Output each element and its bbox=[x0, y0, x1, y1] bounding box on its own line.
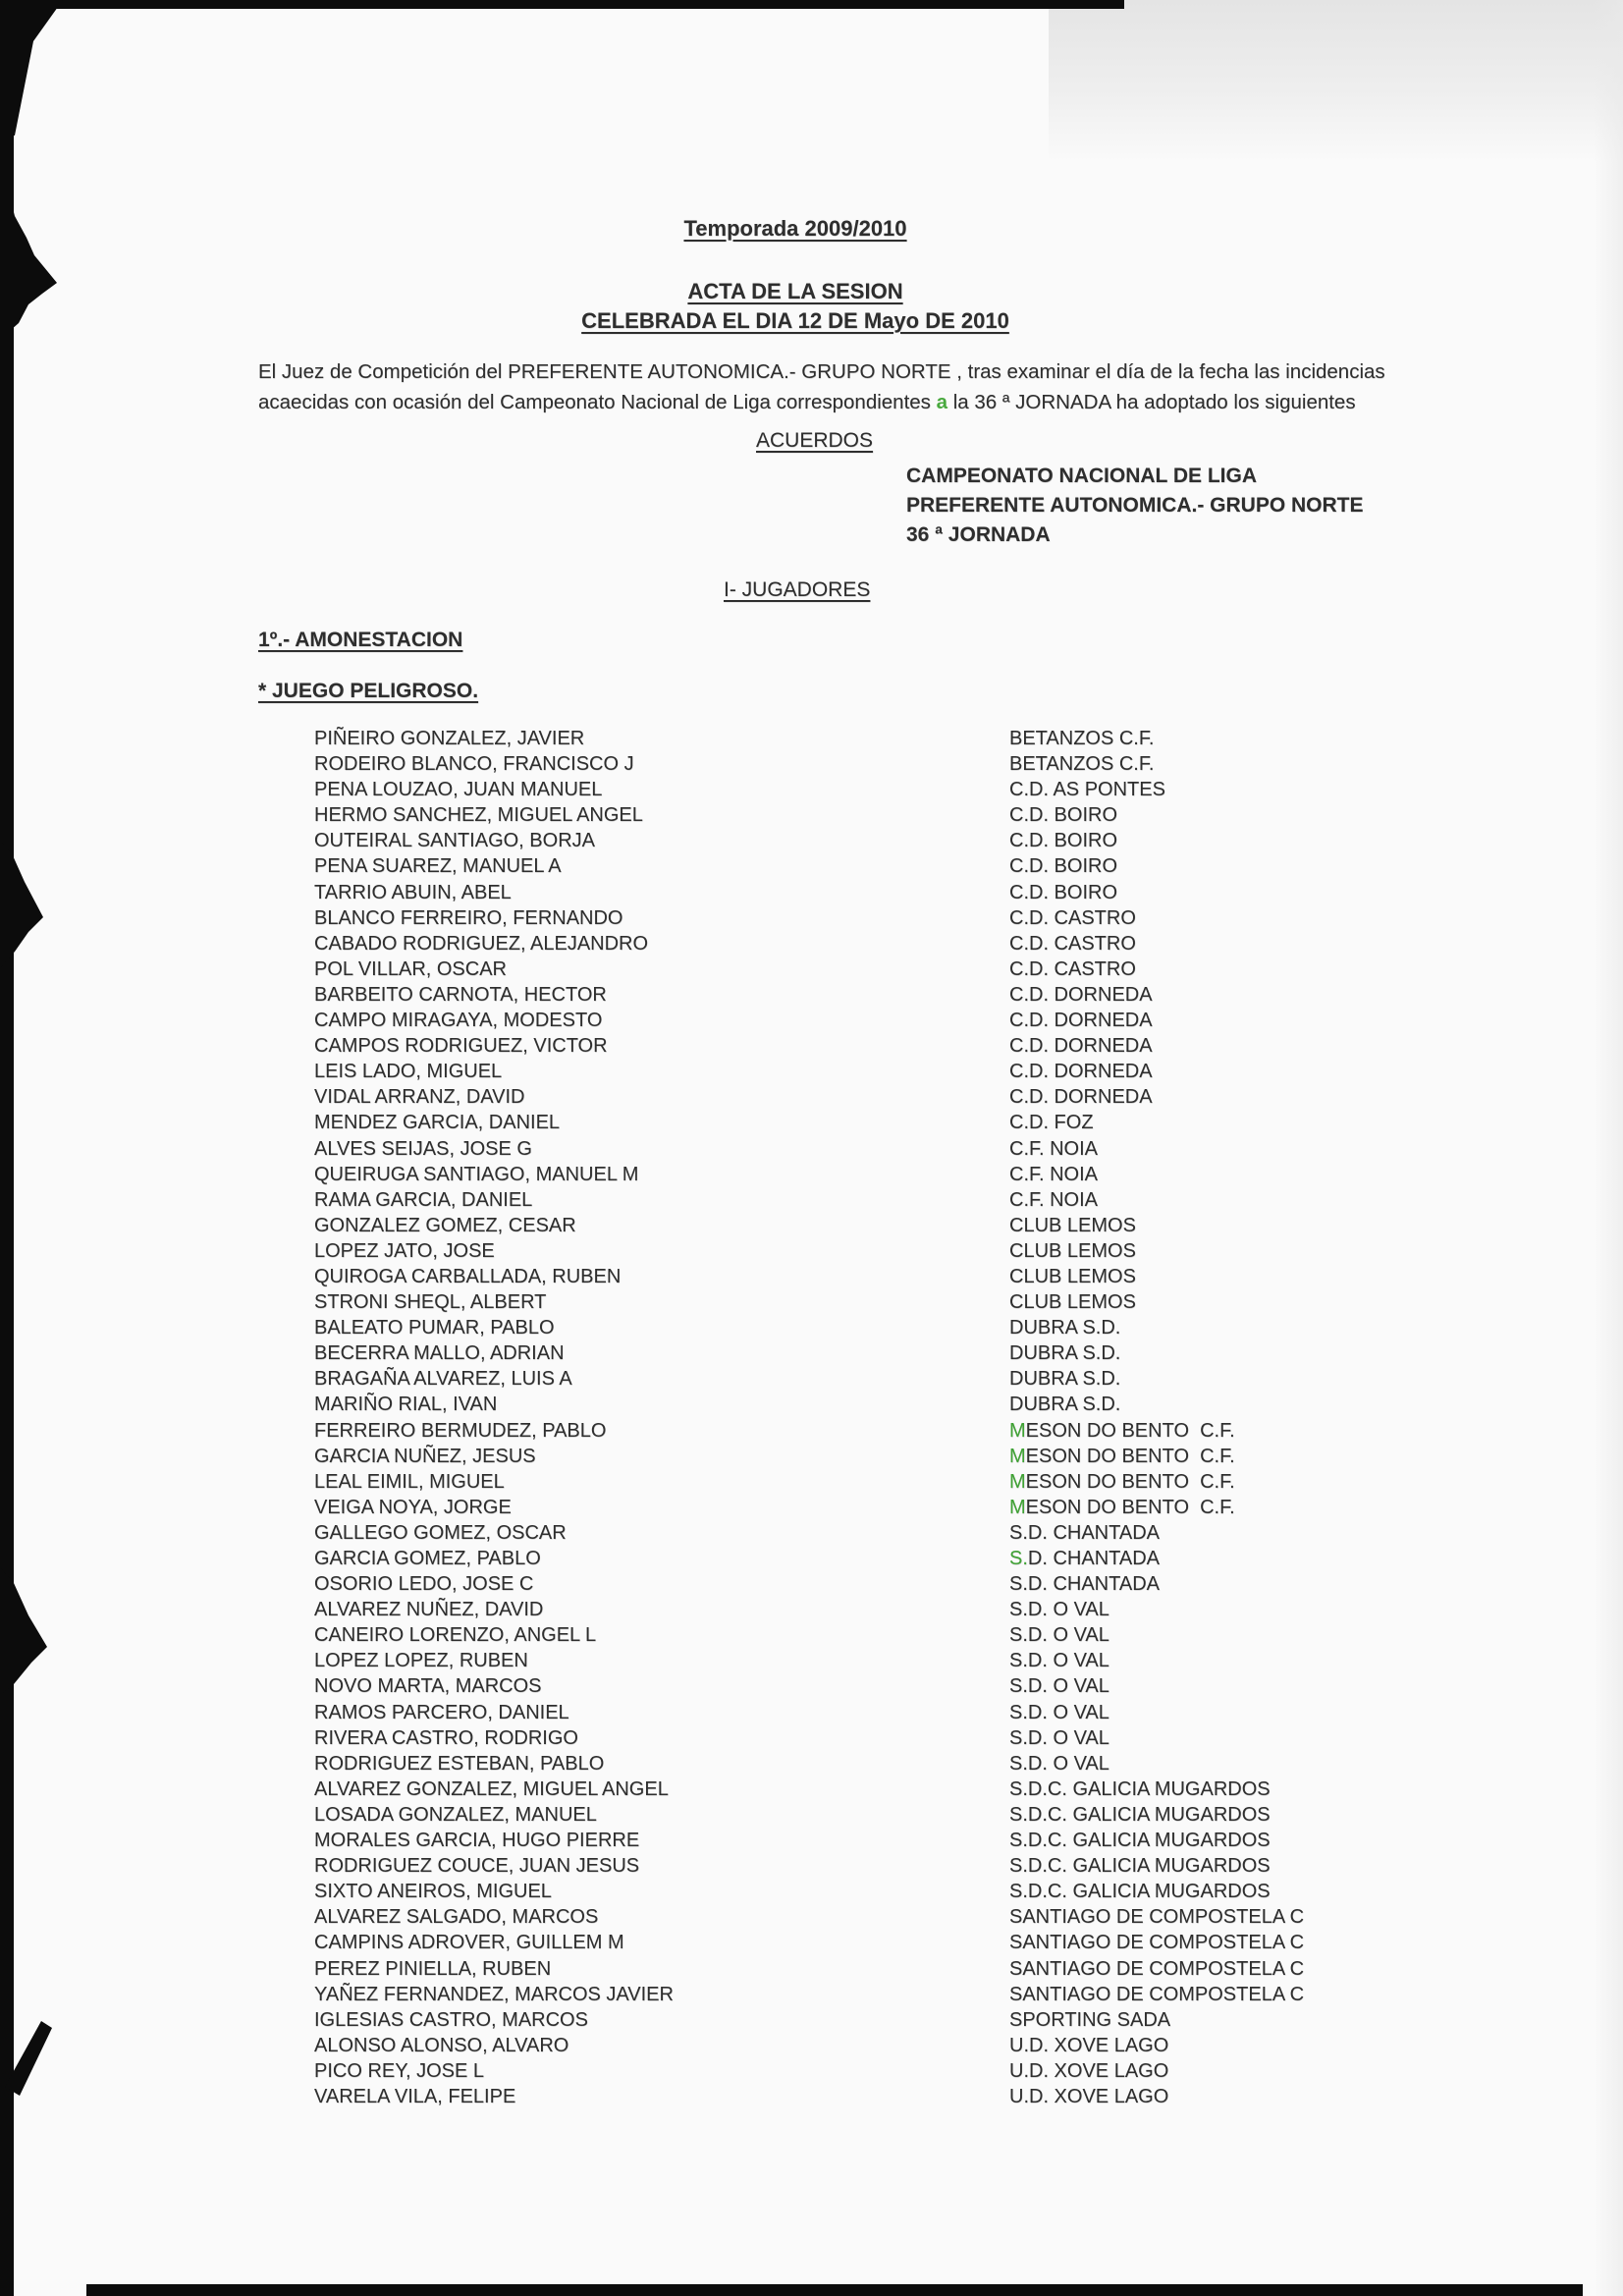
player-name: RODRIGUEZ ESTEBAN, PABLO bbox=[314, 1752, 605, 1775]
sanction-row bbox=[314, 1675, 1551, 1701]
sanction-row bbox=[314, 2009, 1551, 2035]
sanction-row bbox=[314, 1394, 1551, 1419]
club-name: CLUB LEMOS bbox=[1009, 1291, 1136, 1314]
club-name: SANTIAGO DE COMPOSTELA C bbox=[1009, 1983, 1305, 2005]
club-name: C.D. BOIRO bbox=[1009, 830, 1118, 852]
club-name: U.D. XOVE LAGO bbox=[1009, 2059, 1169, 2082]
sanction-list bbox=[314, 728, 1551, 2111]
sanction-row bbox=[314, 2086, 1551, 2111]
club-name: MESON DO BENTO C.F. bbox=[1009, 1470, 1235, 1493]
club-name: C.D. CASTRO bbox=[1009, 932, 1136, 955]
club-name: MESON DO BENTO C.F. bbox=[1009, 1419, 1235, 1442]
sanction-row bbox=[314, 1446, 1551, 1471]
club-name: C.D. BOIRO bbox=[1009, 855, 1118, 878]
scan-artifact-blob-1 bbox=[0, 196, 57, 330]
player-name: IGLESIAS CASTRO, MARCOS bbox=[314, 2008, 588, 2031]
player-name: GONZALEZ GOMEZ, CESAR bbox=[314, 1214, 576, 1236]
player-name: RAMA GARCIA, DANIEL bbox=[314, 1188, 533, 1211]
player-name: PEREZ PINIELLA, RUBEN bbox=[314, 1957, 552, 1980]
club-name: C.D. DORNEDA bbox=[1009, 1035, 1153, 1058]
player-name: TARRIO ABUIN, ABEL bbox=[314, 881, 512, 903]
sanction-row bbox=[314, 1420, 1551, 1446]
club-name: MESON DO BENTO C.F. bbox=[1009, 1445, 1235, 1467]
sanction-row bbox=[314, 1624, 1551, 1650]
competition-line-2: PREFERENTE AUTONOMICA.- GRUPO NORTE bbox=[906, 494, 1364, 517]
club-name: S.D. O VAL bbox=[1009, 1726, 1109, 1749]
sanction-row bbox=[314, 1650, 1551, 1675]
offense-heading-juego-peligroso: * JUEGO PELIGROSO. bbox=[258, 680, 479, 702]
sanction-row bbox=[314, 1138, 1551, 1164]
player-name: MENDEZ GARCIA, DANIEL bbox=[314, 1112, 561, 1134]
club-name: S.D.C. GALICIA MUGARDOS bbox=[1009, 1881, 1271, 1903]
sanction-row bbox=[314, 1291, 1551, 1317]
sanction-row bbox=[314, 1702, 1551, 1727]
club-name: C.F. NOIA bbox=[1009, 1163, 1099, 1185]
player-name: GARCIA NUÑEZ, JESUS bbox=[314, 1445, 536, 1467]
sanction-row bbox=[314, 907, 1551, 933]
sanction-row bbox=[314, 1778, 1551, 1804]
player-name: FERREIRO BERMUDEZ, PABLO bbox=[314, 1419, 607, 1442]
club-name: C.F. NOIA bbox=[1009, 1137, 1099, 1160]
scan-artifact-blob-3 bbox=[0, 1567, 47, 1695]
player-name: BRAGAÑA ALVAREZ, LUIS A bbox=[314, 1368, 572, 1391]
sanction-row bbox=[314, 958, 1551, 984]
player-name: QUEIRUGA SANTIAGO, MANUEL M bbox=[314, 1163, 639, 1185]
sanction-row bbox=[314, 728, 1551, 753]
player-name: MORALES GARCIA, HUGO PIERRE bbox=[314, 1830, 640, 1852]
intro-line-2-pre: acaecidas con ocasión del Campeonato Nacional de Liga correspondientes bbox=[258, 391, 937, 413]
player-name: CAMPO MIRAGAYA, MODESTO bbox=[314, 1010, 603, 1032]
club-name: S.D.C. GALICIA MUGARDOS bbox=[1009, 1855, 1271, 1878]
scan-artifact-top-left-corner bbox=[0, 0, 63, 136]
club-name: S.D. O VAL bbox=[1009, 1701, 1109, 1723]
club-name: S.D.C. GALICIA MUGARDOS bbox=[1009, 1777, 1271, 1800]
sanction-row bbox=[314, 855, 1551, 881]
player-name: PENA SUAREZ, MANUEL A bbox=[314, 855, 562, 878]
session-title-line2: CELEBRADA EL DIA 12 DE Mayo DE 2010 bbox=[581, 308, 1009, 333]
sanction-row bbox=[314, 2060, 1551, 2086]
sanction-row bbox=[314, 1061, 1551, 1086]
club-name: C.D. BOIRO bbox=[1009, 881, 1118, 903]
player-name: LEIS LADO, MIGUEL bbox=[314, 1061, 503, 1083]
sanction-row bbox=[314, 1368, 1551, 1394]
player-name: OUTEIRAL SANTIAGO, BORJA bbox=[314, 830, 595, 852]
sanction-row bbox=[314, 1958, 1551, 1984]
player-name: STRONI SHEQL, ALBERT bbox=[314, 1291, 547, 1314]
club-name: DUBRA S.D. bbox=[1009, 1394, 1121, 1416]
club-name: SANTIAGO DE COMPOSTELA C bbox=[1009, 1932, 1305, 1954]
sanction-row bbox=[314, 1548, 1551, 1573]
player-name: ALVAREZ NUÑEZ, DAVID bbox=[314, 1599, 544, 1621]
club-name: C.D. CASTRO bbox=[1009, 906, 1136, 929]
club-name: S.D.C. GALICIA MUGARDOS bbox=[1009, 1803, 1271, 1826]
player-name: ALVES SEIJAS, JOSE G bbox=[314, 1137, 532, 1160]
sanction-row bbox=[314, 1984, 1551, 2009]
club-name: DUBRA S.D. bbox=[1009, 1317, 1121, 1339]
player-name: BALEATO PUMAR, PABLO bbox=[314, 1317, 555, 1339]
club-name: BETANZOS C.F. bbox=[1009, 728, 1155, 749]
sanction-row bbox=[314, 779, 1551, 804]
player-name: GALLEGO GOMEZ, OSCAR bbox=[314, 1521, 567, 1544]
player-name: LOPEZ LOPEZ, RUBEN bbox=[314, 1650, 528, 1672]
club-name: C.D. CASTRO bbox=[1009, 957, 1136, 980]
sanction-row bbox=[314, 1881, 1551, 1906]
sanction-row bbox=[314, 753, 1551, 779]
intro-line-2-green-artifact: a bbox=[936, 391, 948, 413]
club-name: S.D. O VAL bbox=[1009, 1752, 1109, 1775]
sanction-row bbox=[314, 1753, 1551, 1778]
club-name: MESON DO BENTO C.F. bbox=[1009, 1496, 1235, 1518]
club-name: U.D. XOVE LAGO bbox=[1009, 2085, 1169, 2107]
club-name: CLUB LEMOS bbox=[1009, 1214, 1136, 1236]
player-name: CANEIRO LORENZO, ANGEL L bbox=[314, 1624, 597, 1647]
player-name: LOSADA GONZALEZ, MANUEL bbox=[314, 1803, 597, 1826]
sanction-row bbox=[314, 1599, 1551, 1624]
club-name: SANTIAGO DE COMPOSTELA C bbox=[1009, 1957, 1305, 1980]
sanction-row bbox=[314, 1497, 1551, 1522]
club-name: S.D. O VAL bbox=[1009, 1624, 1109, 1647]
session-title-line1: ACTA DE LA SESION bbox=[687, 279, 903, 303]
sanction-row bbox=[314, 1164, 1551, 1189]
club-name: C.F. NOIA bbox=[1009, 1188, 1099, 1211]
sanction-row bbox=[314, 1010, 1551, 1035]
sanction-row bbox=[314, 1932, 1551, 1957]
competition-block bbox=[906, 462, 1364, 550]
club-name: C.D. BOIRO bbox=[1009, 804, 1118, 827]
club-name: SPORTING SADA bbox=[1009, 2008, 1171, 2031]
intro-line-2-post: la 36 ª JORNADA ha adoptado los siguientes bbox=[947, 391, 1356, 413]
club-name: C.D. DORNEDA bbox=[1009, 1061, 1153, 1083]
sanction-row bbox=[314, 1342, 1551, 1368]
scan-artifact-top-edge bbox=[0, 0, 1124, 9]
scan-gray-patch-top-right bbox=[1049, 0, 1623, 162]
club-name: C.D. DORNEDA bbox=[1009, 1086, 1153, 1109]
player-name: RODEIRO BLANCO, FRANCISCO J bbox=[314, 753, 634, 776]
intro-line-1: El Juez de Competición del PREFERENTE AUTONOMICA.- GRUPO NORTE , tras examinar el día de la fecha las incidencias bbox=[258, 360, 1385, 383]
club-name: C.D. DORNEDA bbox=[1009, 1010, 1153, 1032]
player-name: CAMPOS RODRIGUEZ, VICTOR bbox=[314, 1035, 608, 1058]
scan-artifact-blob-2 bbox=[0, 841, 43, 968]
player-name: MARIÑO RIAL, IVAN bbox=[314, 1394, 498, 1416]
player-name: RIVERA CASTRO, RODRIGO bbox=[314, 1726, 578, 1749]
player-name: BLANCO FERREIRO, FERNANDO bbox=[314, 906, 623, 929]
club-name: S.D. CHANTADA bbox=[1009, 1521, 1160, 1544]
player-name: QUIROGA CARBALLADA, RUBEN bbox=[314, 1265, 622, 1287]
club-name: S.D. O VAL bbox=[1009, 1650, 1109, 1672]
sanction-row bbox=[314, 1573, 1551, 1599]
sanction-row bbox=[314, 1240, 1551, 1266]
sanction-row bbox=[314, 830, 1551, 855]
sanction-row bbox=[314, 1804, 1551, 1830]
club-name: S.D. CHANTADA bbox=[1009, 1548, 1160, 1569]
club-name: S.D. CHANTADA bbox=[1009, 1573, 1160, 1596]
player-name: PIÑEIRO GONZALEZ, JAVIER bbox=[314, 728, 585, 749]
sanction-row bbox=[314, 1906, 1551, 1932]
intro-line-2 bbox=[258, 387, 1385, 417]
competition-line-3: 36 ª JORNADA bbox=[906, 523, 1051, 546]
player-name: CABADO RODRIGUEZ, ALEJANDRO bbox=[314, 932, 649, 955]
club-name: SANTIAGO DE COMPOSTELA C bbox=[1009, 1906, 1305, 1929]
acuerdos-heading: ACUERDOS bbox=[756, 429, 874, 452]
sanction-row bbox=[314, 1112, 1551, 1137]
player-name: RODRIGUEZ COUCE, JUAN JESUS bbox=[314, 1855, 640, 1878]
player-name: VARELA VILA, FELIPE bbox=[314, 2085, 516, 2107]
sanction-row bbox=[314, 1855, 1551, 1881]
sanction-row bbox=[314, 933, 1551, 958]
sanction-row bbox=[314, 1830, 1551, 1855]
sanction-row bbox=[314, 804, 1551, 830]
sanction-row bbox=[314, 1035, 1551, 1061]
sanction-row bbox=[314, 882, 1551, 907]
club-name: DUBRA S.D. bbox=[1009, 1342, 1121, 1365]
club-name: C.D. AS PONTES bbox=[1009, 779, 1165, 801]
sanction-row bbox=[314, 1266, 1551, 1291]
player-name: YAÑEZ FERNANDEZ, MARCOS JAVIER bbox=[314, 1983, 674, 2005]
player-name: PENA LOUZAO, JUAN MANUEL bbox=[314, 779, 603, 801]
sanction-row bbox=[314, 1215, 1551, 1240]
club-name: C.D. FOZ bbox=[1009, 1112, 1094, 1134]
player-name: VIDAL ARRANZ, DAVID bbox=[314, 1086, 525, 1109]
club-name: C.D. DORNEDA bbox=[1009, 983, 1153, 1006]
sanction-row bbox=[314, 1189, 1551, 1215]
player-name: NOVO MARTA, MARCOS bbox=[314, 1675, 542, 1698]
player-name: LEAL EIMIL, MIGUEL bbox=[314, 1470, 505, 1493]
player-name: POL VILLAR, OSCAR bbox=[314, 957, 507, 980]
player-name: LOPEZ JATO, JOSE bbox=[314, 1239, 495, 1262]
player-name: ALVAREZ SALGADO, MARCOS bbox=[314, 1906, 599, 1929]
sanction-row bbox=[314, 1727, 1551, 1753]
intro-paragraph bbox=[258, 356, 1385, 417]
player-name: BARBEITO CARNOTA, HECTOR bbox=[314, 983, 607, 1006]
club-name: S.D. O VAL bbox=[1009, 1675, 1109, 1698]
sanction-row bbox=[314, 1471, 1551, 1497]
scan-artifact-bottom-edge bbox=[86, 2284, 1583, 2296]
player-name: HERMO SANCHEZ, MIGUEL ANGEL bbox=[314, 804, 643, 827]
club-name: U.D. XOVE LAGO bbox=[1009, 2034, 1169, 2056]
player-name: PICO REY, JOSE L bbox=[314, 2059, 485, 2082]
player-name: RAMOS PARCERO, DANIEL bbox=[314, 1701, 569, 1723]
player-name: GARCIA GOMEZ, PABLO bbox=[314, 1548, 541, 1569]
sanction-row bbox=[314, 1086, 1551, 1112]
sanction-row bbox=[314, 1522, 1551, 1548]
sanction-row bbox=[314, 984, 1551, 1010]
season-title: Temporada 2009/2010 bbox=[683, 216, 907, 241]
club-name: BETANZOS C.F. bbox=[1009, 753, 1155, 776]
player-name: BECERRA MALLO, ADRIAN bbox=[314, 1342, 565, 1365]
player-name: ALONSO ALONSO, ALVARO bbox=[314, 2034, 569, 2056]
competition-line-1: CAMPEONATO NACIONAL DE LIGA bbox=[906, 465, 1258, 487]
player-name: VEIGA NOYA, JORGE bbox=[314, 1496, 512, 1518]
player-name: OSORIO LEDO, JOSE C bbox=[314, 1573, 534, 1596]
sanction-row bbox=[314, 1317, 1551, 1342]
player-name: CAMPINS ADROVER, GUILLEM M bbox=[314, 1932, 624, 1954]
sanction-row bbox=[314, 2035, 1551, 2060]
scan-artifact-left-edge bbox=[0, 0, 14, 2296]
club-name: S.D. O VAL bbox=[1009, 1599, 1109, 1621]
subsection-heading-amonestacion: 1º.- AMONESTACION bbox=[258, 629, 463, 651]
scan-gray-edge-right bbox=[1594, 0, 1623, 2296]
player-name: ALVAREZ GONZALEZ, MIGUEL ANGEL bbox=[314, 1777, 669, 1800]
club-name: S.D.C. GALICIA MUGARDOS bbox=[1009, 1830, 1271, 1852]
club-name: CLUB LEMOS bbox=[1009, 1265, 1136, 1287]
section-heading-jugadores: I- JUGADORES bbox=[724, 578, 871, 601]
club-name: DUBRA S.D. bbox=[1009, 1368, 1121, 1391]
club-name: CLUB LEMOS bbox=[1009, 1239, 1136, 1262]
player-name: SIXTO ANEIROS, MIGUEL bbox=[314, 1881, 552, 1903]
